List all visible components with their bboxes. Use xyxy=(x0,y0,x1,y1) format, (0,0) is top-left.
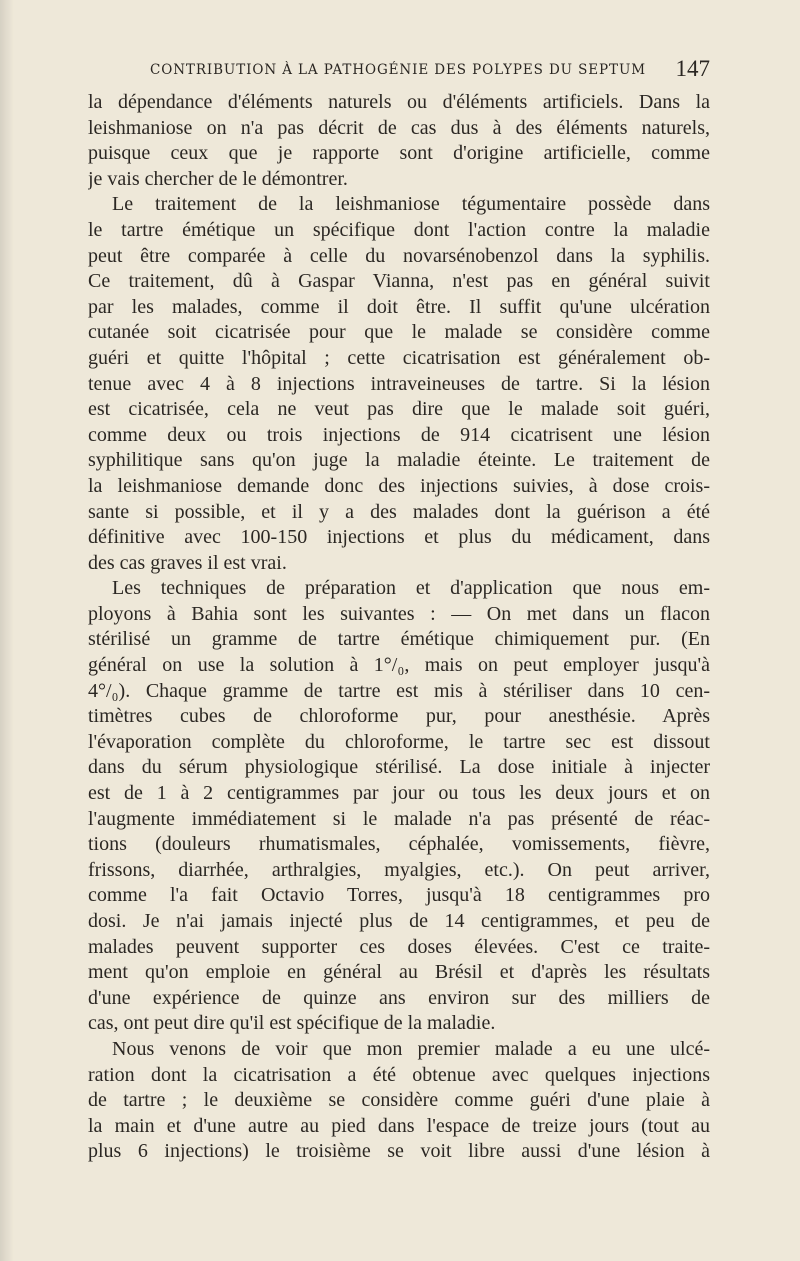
text-line: ration dont la cicatrisation a été obtenue avec quelques injections xyxy=(88,1063,710,1086)
text-line: je vais chercher de le démontrer. xyxy=(88,167,348,190)
text-line: puisque ceux que je rapporte sont d'origine artificielle, comme xyxy=(88,142,710,165)
text-line: comme l'a fait Octavio Torres, jusqu'à 18 centigrammes pro xyxy=(88,884,710,907)
text-line: malades peuvent supporter ces doses élevées. C'est ce traite- xyxy=(88,935,710,958)
text-line: Le traitement de la leishmaniose tégumentaire possède dans xyxy=(112,193,710,216)
body-text xyxy=(88,90,710,1165)
text-line: cas, ont peut dire qu'il est spécifique de la maladie. xyxy=(88,1012,496,1035)
text-line: leishmaniose on n'a pas décrit de cas dus à des éléments naturels, xyxy=(88,116,710,139)
text-line: ment qu'on emploie en général au Brésil et d'après les résultats xyxy=(88,961,710,984)
text-line: la leishmaniose demande donc des injections suivies, à dose crois- xyxy=(88,474,710,497)
text-line: le tartre émétique un spécifique dont l'action contre la maladie xyxy=(88,218,710,241)
text-line: général on use la solution à 1°/₀, mais on peut employer jusqu'à xyxy=(88,654,710,677)
text-line: frissons, diarrhée, arthralgies, myalgies, etc.). On peut arriver, xyxy=(88,858,710,881)
text-line: tenue avec 4 à 8 injections intraveineuses de tartre. Si la lésion xyxy=(88,372,710,395)
text-line: est cicatrisée, cela ne veut pas dire que le malade soit guéri, xyxy=(88,398,710,421)
text-line: d'une expérience de quinze ans environ sur des milliers de xyxy=(88,986,710,1009)
text-line: dosi. Je n'ai jamais injecté plus de 14 centigrammes, et peu de xyxy=(88,910,710,932)
text-line: de tartre ; le deuxième se considère comme guéri d'une plaie à xyxy=(88,1089,710,1112)
text-line: définitive avec 100-150 injections et plus du médicament, dans xyxy=(88,526,710,549)
text-line: guéri et quitte l'hôpital ; cette cicatrisation est généralement ob- xyxy=(88,346,710,369)
text-line: la main et d'une autre au pied dans l'espace de treize jours (tout au xyxy=(88,1114,710,1137)
text-line: syphilitique sans qu'on juge la maladie éteinte. Le traitement de xyxy=(88,449,710,472)
text-line: la dépendance d'éléments naturels ou d'éléments artificiels. Dans la xyxy=(88,91,710,113)
text-line: est de 1 à 2 centigrammes par jour ou tous les deux jours et on xyxy=(88,782,710,805)
text-line: l'augmente immédiatement si le malade n'a pas présenté de réac- xyxy=(88,807,710,830)
text-line: sante si possible, et il y a des malades dont la guérison a été xyxy=(88,500,710,523)
text-line: plus 6 injections) le troisième se voit libre aussi d'une lésion à xyxy=(88,1140,710,1163)
text-line: stérilisé un gramme de tartre émétique chimiquement pur. (En xyxy=(88,628,710,651)
text-line: Ce traitement, dû à Gaspar Vianna, n'est pas en général suivit xyxy=(88,270,710,293)
page-number: 147 xyxy=(675,56,710,81)
text-line: des cas graves il est vrai. xyxy=(88,551,287,574)
text-line: Nous venons de voir que mon premier malade a eu une ulcé- xyxy=(112,1037,710,1060)
text-line: par les malades, comme il doit être. Il suffit qu'une ulcération xyxy=(88,295,710,318)
text-line: comme deux ou trois injections de 914 cicatrisent une lésion xyxy=(88,423,710,446)
text-line: timètres cubes de chloroforme pur, pour anesthésie. Après xyxy=(88,705,710,728)
text-line: ployons à Bahia sont les suivantes : — On met dans un flacon xyxy=(88,602,710,625)
text-line: dans du sérum physiologique stérilisé. La dose initiale à injecter xyxy=(88,756,710,779)
running-head xyxy=(150,56,710,86)
text-line: 4°/₀). Chaque gramme de tartre est mis à stériliser dans 10 cen- xyxy=(88,679,710,702)
text-line: l'évaporation complète du chloroforme, le tartre sec est dissout xyxy=(88,730,710,753)
text-line: cutanée soit cicatrisée pour que le malade se considère comme xyxy=(88,321,710,344)
text-line: peut être comparée à celle du novarsénobenzol dans la syphilis. xyxy=(88,244,710,267)
spine-shadow xyxy=(0,0,14,1261)
text-line: Les techniques de préparation et d'application que nous em- xyxy=(112,577,710,600)
text-line: tions (douleurs rhumatismales, céphalée, vomissements, fièvre, xyxy=(88,833,710,856)
running-title: CONTRIBUTION À LA PATHOGÉNIE DES POLYPES DU SEPTUM xyxy=(150,62,646,78)
